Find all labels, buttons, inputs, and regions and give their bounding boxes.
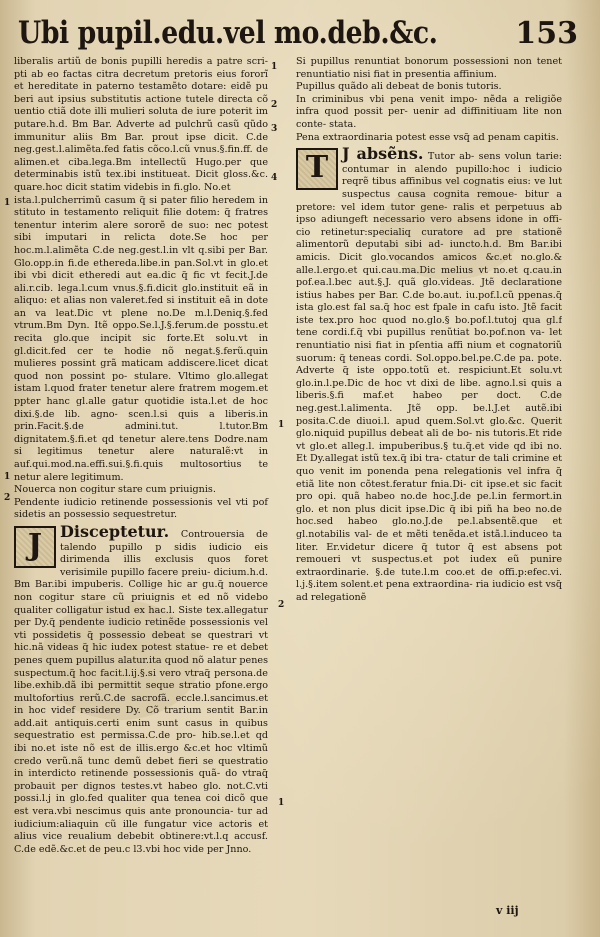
margin-number: 1 xyxy=(278,798,285,808)
initial-paragraph xyxy=(296,146,562,604)
decorated-initial: T xyxy=(296,148,338,190)
commentary-paragraph: Pendente iudicio retinende possessionis vel vti pof sidetis an possessio sequestretur. xyxy=(14,496,268,521)
running-title: Ubi pupil.edu.vel mo.deb.&c. xyxy=(18,15,438,51)
folio-number: 153 xyxy=(515,16,578,51)
commentary-paragraph: Si pupillus renuntiat bonorum possessioni non tenet renuntiatio nisi fiat in presentia affinium. xyxy=(296,56,562,80)
page-header xyxy=(18,14,578,58)
commentary-paragraph: ista.l.pulcherrimũ casum q̃ si pater filio heredem in stituto in testamento reliquit filie dotem: q̃ fratres tenentur interim alere sororẽ de suo: nec potest sibi imputari in relicta dote.Se hoc per hoc.m.l.alimẽta C.de neg.gest.l.in vlt q.sibi per Bar. Glo.opp.in fi.de ethereda.libe.in pan.Sol.vt in glo.et ibi vbi dicit etheredi aut ea.dic q̃ fic vt fecit.J.de ali.r.cib. lega.l.cum vnus.§.fi.dicit glo.instituit eã in aliquo: et alias non valeret.fed si instituit eã in dote an va leat.Dic vt plene no.De m.l.Deniq.§.fed vtrum.Bm Dyn. Itẽ oppo.Se.l.J.§.ferum.de posstu.et recita glo.que incipit sic forte.Et solu.vt in gl.dicit.fed cer te hodie nõ negat.§.ferũ.quin mulieres possint grã maticam addiscere.licet dicat quod non possint po- stulare. Vltimo glo.allegat istam l.quod frater tenetur alere fratrem mogem.et ppter hanc gl.alle gatur quotidie ista.l.et de hoc dixi.§.de lib. agno- scen.l.si quis a liberis.in prin.Facit.§.de admini.tut. l.tutor.Bm dignitatem.§.fi.et qd tenetur alere.tens Dodre.nam si legitimus tenetur alere naturalẽ:vt in auf.qui.mod.na.effi.sui.§.fi.quis multosortius te netur alere legitimum. xyxy=(14,194,268,483)
commentary-text: Tutor ab- sens volun tarie: contumar in alendo pupillo:hoc i iudicio reqrẽ tibus affinibus vel cognatis eius: ve lut suspectus causa cognita remoue- bitur a pretore: vel idem tutor gene- ralis et perpetuus ab ipso adiungeft necessario vero absens idone in offi- cio retinetur:specialiq curatore ad pre stationẽ alimentorũ deputabi sibi ad- iuncto.h.d. Bm Bar.ibi amicis. Dicit glo.vocandos amicos &c.et no.glo.& alle.l.ergo.et qui.cau.ma.Dic melius vt no.et q.cau.in pof.ea.l.bec aut.§.J. quã glo.videas. Jtẽ declaratione istius habes per Bar. C.de bo.aut. iu.pof.l.cũ ppenas.q̃ ista glo.est fal sa.q̃ hoc est fpale in cafu isto. Jtẽ facit iste tex.pro hoc quod no.glo.§ bo.pof.l.tutoj qua gl.f tene cordi.f.q̃ vbi pupillus renũtiat bo.pof.non va- let renuntiatio nisi fiat in pſentia affi nium et cognatoriũ suorum: q̃ teneas cordi. Sol.oppo.bel.pe.C.de pa. pote. Adverte q̃ iste oppo.totũ et. respiciunt.Et solu.vt glo.in.l.pe.Dic de hoc vt dixi de libe. agno.l.si quis a liberis.§.fi maf.et habeo per doct. C.de neg.gest.l.alimenta. Jtẽ opp. be.l.J.et autẽ.ibi posita.C.de diuoi.l. apud quem.Sol.vt glo.&c. Querit glo.niquid pupillus debeat ali de bo- nis tutoris.Et ride vt glo.et alleg.l. impuberibus.§ tu.q̃.et vide qd ibi no. Et Dy.allegat istũ tex.q̃ ibi tra- ctatur de tali crimine et quo venit im ponenda pena relegationis vel infra q̃ etiã lite non cõtest.feratur fnia.Di- cit ipse.et sic facit pro opi. quã habeo no.de hoc.J.de pe.l.in fermort.in glo. et non plus dicit ipse.Dic q̃ ibi piñ ha beo no.de hoc.sed habeo glo.no.J.de pe.l.absentẽ.que et gl.notabilis val- de et mẽti tenẽda.et istã.l.induceo ta liter. Er.videtur dicere q̃ tutor q̃ est absens pot remoueri vt suspectus.et pot iudex eũ punire extraordinarie. §.de tute.l.m coo.et de offi.p:efec.vi. l.j.§.item solent.et pena extraordina- ria iudicio est vsq̃ ad relegationẽ xyxy=(296,151,562,603)
margin-number: 2 xyxy=(271,100,278,110)
margin-number: 2 xyxy=(4,493,11,503)
lemma-heading: Disceptetur. xyxy=(60,523,170,541)
commentary-paragraph: Nouerca non cogitur stare cum priuignis. xyxy=(14,484,216,496)
commentary-paragraph: In criminibus vbi pena venit impo- nẽda a religiõe infra quod possit per- uenir ad diffinitiuam lite non conte- stata. xyxy=(296,93,562,130)
margin-number: 2 xyxy=(278,600,285,610)
right-column xyxy=(296,56,562,605)
margin-number: 4 xyxy=(271,173,278,183)
commentary-paragraph: liberalis artiũ de bonis pupilli heredis a patre scri- pti ab eo factas citra decretum pretoris eius fororĩ et hereditate in paterno testamẽto dotare: eidẽ pu beri aut ipsius substitutis actione tutele directa cõ uentio ctiã dote illi mulieri soluta de iure poterit im putare.h.d. Bm Bar. Adverte ad pulchrũ casũ qũdo immunitur aliis Bm Bar. prout ipse dicit. C.de neg.gest.l.alimẽta.fed fatis cõco.l.cũ vnus.§.fin.ff. de alimen.et ciba.lega.Bm intellectũ Hugo.per que determinabis istũ tex.ibi institueat. Dicit gloss.&c. quare.hoc dicit statim videbis in fi.glo. No.et xyxy=(14,56,268,193)
margin-number: 3 xyxy=(271,124,278,134)
initial-paragraph xyxy=(14,524,268,856)
margin-number: 1 xyxy=(4,472,11,482)
margin-number: 1 xyxy=(278,420,285,430)
margin-number: 1 xyxy=(4,198,11,208)
commentary-paragraph: Pena extraordinaria potest esse vsq̃ ad penam capitis. xyxy=(296,131,559,143)
commentary-text: Controuersia de talendo pupillo p sidis iudicio eis dirimenda illis exclusis quos foret verisimile pupillo facere preiu- dicium.h.d. Bm Bar.ibi impuberis. Collige hic ar gu.q̃ nouerce non cogitur stare cũ priuignis et ed nõ videbo qualiter colligatur istud ex hac.l. Siste tex.allegatur per Dy.q̃ pendente iudicio retinẽde possessionis vel vti possidetis q̃ possessio debeat se questrari vt hic.nã videas q̃ hic iudex potest statue- re et debet penes quem pupillus alatur.ita quod nõ alatur penes suspectum.q̃ hoc facit.l.ij.§.si vero vtraq̃ persona.de libe.exhib.dã ibi permittit seque stratio pfone.ergo multofortius rerũ.C.de sacrofã. eccle.l.sancimus.et in hoc videf residere Dy. Cõ trarium sentit Bar.in add.ait antiquis.certi enim sunt casus in quibus sequestratio est permissa.C.de pro- hib.se.l.et qd ibi no.et iste nõ est de illis.ergo &c.et hoc vltimũ credo verũ.nã tunc demũ debet fieri se questratio in interdicto retinende possessionis quã- do vtraq̃ probauit per dignos testes.vt habeo glo. not.C.vti possi.l.j in glo.fed qualiter qua tenea coi dicõ que est vera.vbi nescimus quis ante pronouncia- tur ad iudicium:aliaquin cũ ille fungatur vice actoris et alius vice reualium debebit obtinere:vt.l.q accusf. C.de edẽ.&c.et de peu.c l3.vbi hoc vide per Jnno. xyxy=(14,528,268,855)
commentary-paragraph: Pupillus quãdo ali debeat de bonis tutoris. xyxy=(296,81,502,93)
decorated-initial: J xyxy=(14,526,56,568)
lemma-heading: J absẽns. xyxy=(342,146,424,164)
margin-number: 1 xyxy=(271,62,278,72)
signature-mark: v iij xyxy=(496,904,519,917)
left-column xyxy=(14,56,268,856)
